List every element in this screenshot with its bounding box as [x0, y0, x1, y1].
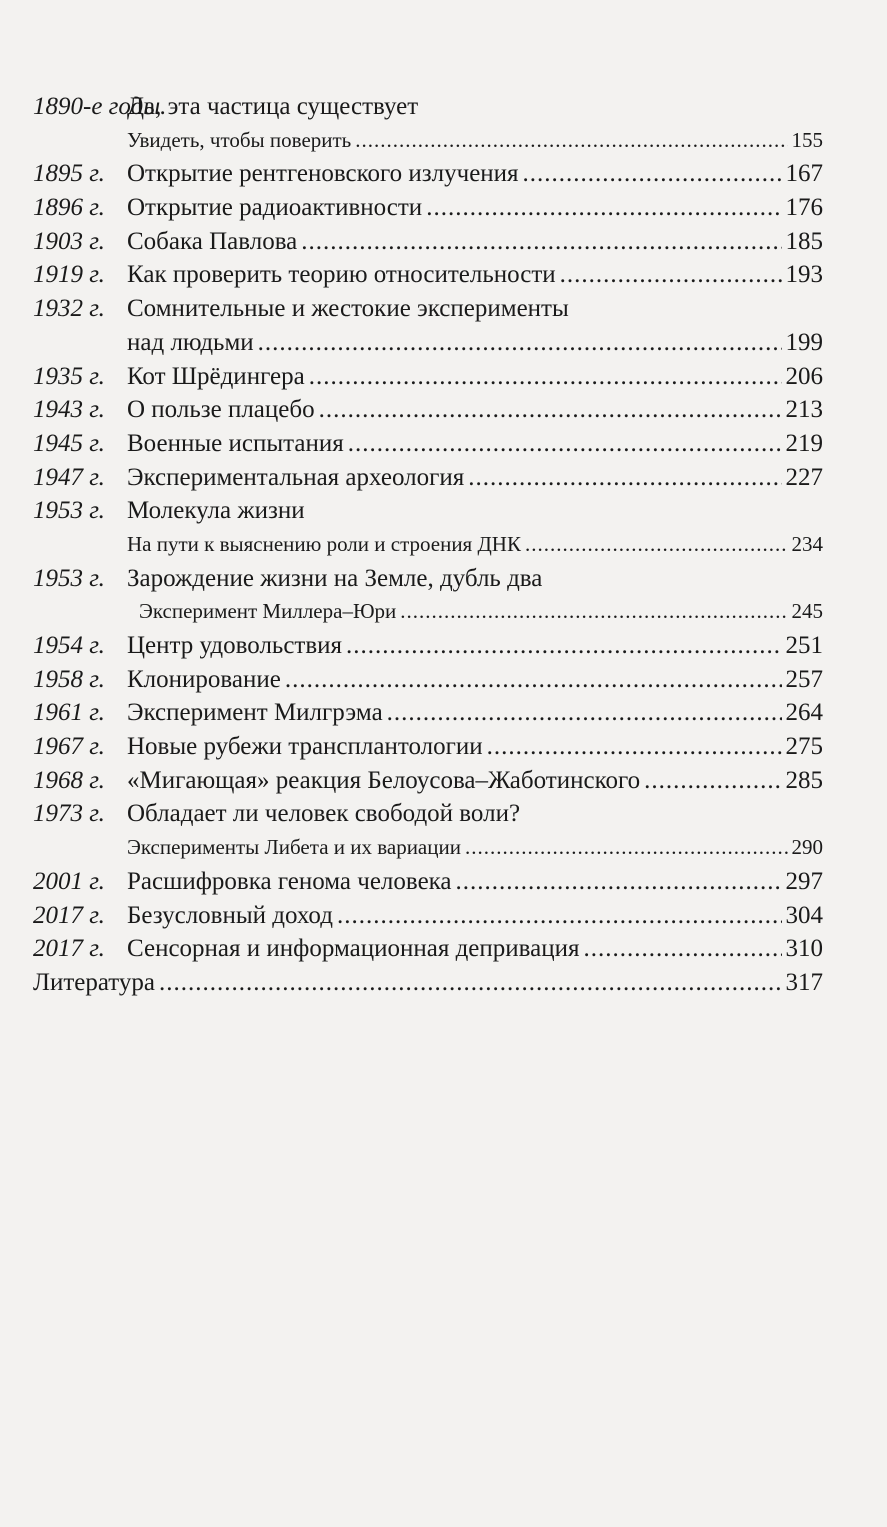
toc-entry: [33, 124, 823, 158]
toc-entry-dot-leader: [468, 461, 781, 495]
toc-entry-dot-leader: [456, 865, 782, 899]
toc-entry: [33, 696, 823, 730]
toc-entry-year: 1953 г.: [33, 564, 105, 592]
toc-entry-title: На пути к выяснению роли и строения ДНК: [127, 531, 521, 556]
toc-entry-dot-leader: [346, 629, 781, 663]
toc-entry: [33, 157, 823, 191]
toc-entry-title: над людьми: [127, 328, 254, 356]
toc-entry-year: 1954 г.: [33, 632, 105, 659]
toc-entry-dot-leader: [258, 326, 782, 360]
toc-entry: [33, 528, 823, 562]
toc-entry-year: 1935 г.: [33, 362, 105, 390]
toc-entry: [33, 629, 823, 663]
toc-entry-title: Экспериментальная археология: [127, 463, 465, 491]
toc-entry-title: Эксперименты Либета и их вариации: [127, 835, 461, 860]
toc-entry-dot-leader: [387, 696, 782, 730]
toc-entry-year: 1895 г.: [33, 160, 105, 188]
toc-entry-dot-leader: [426, 191, 781, 225]
toc-entry-title: Да, эта частица существует: [127, 93, 419, 120]
toc-entry-year: 1919 г.: [33, 261, 105, 289]
toc-entry: [33, 663, 823, 697]
toc-entry-page-number: 234: [791, 531, 823, 556]
toc-entry-page-number: 275: [785, 733, 823, 761]
toc-entry-dot-leader: [465, 831, 788, 865]
toc-entry-dot-leader: [400, 595, 787, 629]
toc-entry: [33, 191, 823, 225]
toc-entry-year: 1973 г.: [33, 800, 105, 828]
toc-entry-dot-leader: [644, 764, 781, 798]
toc-entry-dot-leader: [523, 157, 782, 191]
toc-entry-title: Клонирование: [127, 665, 281, 693]
toc-entry-page-number: 193: [785, 261, 823, 289]
toc-entry-title: Кот Шрёдингера: [127, 362, 305, 390]
toc-entry-title: Открытие рентгеновского излучения: [127, 160, 519, 188]
toc-entry-dot-leader: [560, 258, 782, 292]
toc-entry-year: 1967 г.: [33, 733, 105, 761]
toc-entry-title: Зарождение жизни на Земле, дубль два: [127, 564, 543, 592]
toc-entry: [33, 966, 823, 1000]
toc-entry-title: Сенсорная и информационная депривация: [127, 935, 580, 963]
toc-entry-page-number: 251: [785, 632, 823, 659]
toc-entry-title: Открытие радиоактивности: [127, 194, 423, 222]
toc-entry: [33, 730, 823, 764]
toc-entry-page-number: 297: [785, 867, 823, 895]
toc-entry-page-number: 155: [791, 127, 823, 152]
toc-entry: [33, 292, 823, 326]
toc-entry-page-number: 264: [785, 699, 823, 727]
toc-entry-year: 2017 г.: [33, 901, 105, 929]
toc-entry: [33, 899, 823, 933]
toc-entry: [33, 461, 823, 495]
toc-entry-dot-leader: [319, 393, 782, 427]
toc-entry-year: 1932 г.: [33, 295, 105, 323]
toc-entry-year: 1947 г.: [33, 463, 105, 491]
toc-entry-title: Собака Павлова: [127, 227, 298, 255]
toc-entry-title: Как проверить теорию относительности: [127, 261, 556, 289]
toc-entry-dot-leader: [301, 225, 781, 259]
toc-entry-page-number: 310: [785, 935, 823, 963]
toc-entry: [33, 562, 823, 596]
toc-entry-title: Литература: [33, 968, 155, 996]
toc-entry-dot-leader: [159, 966, 782, 1000]
toc-entry-page-number: 167: [785, 160, 823, 188]
toc-entry-title: Молекула жизни: [127, 497, 305, 525]
toc-entry-year: 1943 г.: [33, 396, 105, 424]
toc-entry-year: 2017 г.: [33, 935, 105, 963]
toc-entry: [33, 764, 823, 798]
toc-entry-title: Безусловный доход: [127, 901, 333, 929]
toc-entry-page-number: 257: [785, 665, 823, 693]
toc-entry-title: «Мигающая» реакция Белоусова–Жаботинского: [127, 766, 641, 794]
toc-entry-dot-leader: [309, 360, 782, 394]
toc-entry-year: 2001 г.: [33, 867, 105, 895]
toc-entry-title: Расшифровка генома человека: [127, 867, 452, 895]
toc-entry-page-number: 206: [785, 362, 823, 390]
toc-entry-year: 1945 г.: [33, 429, 105, 457]
toc-entry-dot-leader: [355, 124, 787, 158]
toc-entry: [33, 393, 823, 427]
toc-entry-title: Военные испытания: [127, 429, 344, 457]
toc-entry-year: 1896 г.: [33, 194, 105, 222]
toc-entry-page-number: 245: [791, 599, 823, 624]
toc-entry-dot-leader: [584, 932, 782, 966]
toc-entry-title: Центр удовольствия: [127, 632, 343, 659]
toc-entry-title: Новые рубежи трансплантологии: [127, 733, 483, 761]
toc-entry-dot-leader: [348, 427, 782, 461]
toc-entry: [33, 90, 823, 124]
toc-entry: [33, 427, 823, 461]
toc-entry-year: 1968 г.: [33, 766, 105, 794]
toc-entry-page-number: 176: [785, 194, 823, 222]
table-of-contents: [33, 90, 823, 1000]
toc-entry-page-number: 227: [785, 463, 823, 491]
toc-entry-title: Обладает ли человек свободой воли?: [127, 800, 521, 828]
toc-entry-title: Эксперимент Милгрэма: [127, 699, 383, 727]
toc-entry: [33, 360, 823, 394]
toc-entry-page-number: 219: [785, 429, 823, 457]
toc-entry-title: О пользе плацебо: [127, 396, 315, 424]
toc-entry: [33, 831, 823, 865]
toc-entry-page-number: 199: [785, 328, 823, 356]
toc-entry: [33, 258, 823, 292]
toc-entry-year: 1890-е годы.: [33, 93, 167, 120]
toc-entry-dot-leader: [337, 899, 782, 933]
toc-entry: [33, 225, 823, 259]
toc-entry: [33, 326, 823, 360]
toc-entry-page-number: 290: [791, 835, 823, 860]
toc-entry-title: Увидеть, чтобы поверить: [127, 127, 352, 152]
toc-entry-page-number: 304: [785, 901, 823, 929]
toc-entry-page-number: 285: [785, 766, 823, 794]
toc-entry: [33, 494, 823, 528]
toc-entry-dot-leader: [285, 663, 782, 697]
toc-entry: [33, 797, 823, 831]
toc-entry-page-number: 317: [785, 968, 823, 996]
toc-entry: [33, 932, 823, 966]
toc-entry-page-number: 213: [785, 396, 823, 424]
toc-entry-year: 1958 г.: [33, 665, 105, 693]
toc-entry-title: Эксперимент Миллера–Юри: [139, 599, 397, 624]
toc-entry: [33, 595, 823, 629]
toc-entry-dot-leader: [525, 528, 788, 562]
toc-entry-year: 1953 г.: [33, 497, 105, 525]
toc-entry: [33, 865, 823, 899]
toc-entry-year: 1903 г.: [33, 227, 105, 255]
toc-entry-page-number: 185: [785, 227, 823, 255]
toc-entry-title: Сомнительные и жестокие эксперименты: [127, 295, 569, 323]
toc-entry-year: 1961 г.: [33, 699, 105, 727]
toc-entry-dot-leader: [487, 730, 782, 764]
